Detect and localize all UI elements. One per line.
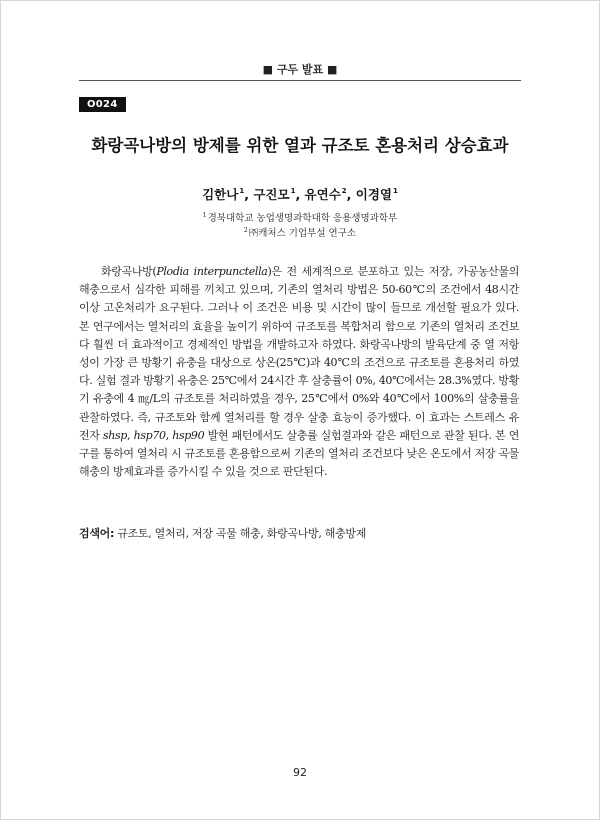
affiliation-mark: 1 (202, 212, 207, 219)
author-affiliation-mark: 1 (393, 187, 398, 195)
keywords-label: 검색어: (79, 527, 115, 540)
keywords-line (79, 525, 519, 541)
author-list (61, 185, 539, 203)
abstract-text: 화랑곡나방( (101, 265, 157, 278)
abstract-text: , (165, 428, 173, 442)
author-name: 김한나 (202, 187, 239, 202)
author-affiliation-mark: 2 (341, 187, 347, 195)
species-name: Plodia interpunctella (156, 265, 268, 278)
author-name: 이경열 (355, 187, 392, 202)
abstract-text: )은 전 세계적으로 분포하고 있는 저장, 가공농산물의 해충으로서 심각한 피해를 끼치고 있으며, 기존의 열처리 방법은 50-60℃의 조건에서 48시간 이상 고온처리가 요구된다. 그러나 이 조건은 비용 및 시간이 많이 들므로 개선할 필요가 있다. 본 연구에서는 열처리의 효율을 높이기 위하여 규조토를 복합처리 함으로 기존의 열처리 조건보다 훨씬 더 효과적이고 경제적인 방법을 개발하고자 하였다. 화랑곡나방의 발육단계 중 열 저항성이 가장 큰 방황기 유충을 대상으로 상온(25℃)과 40℃의 조건으로 규조토를 혼용처리 하였다. 실험 결과 방황기 유충은 25℃에서 24시간 후 살충률이 0%, 40℃에서는 28.3%였다. 방황기 유충에 4 ㎎/L의 규조토를 처리하였을 경우, 25℃에서 0%와 40℃에서 100%의 살충률을 관찰하였다. 즉, 규조토와 함께 열처리를 할 경우 살충 효능이 증가했다. 이 효과는 스트레스 유전자 (79, 265, 519, 442)
abstract-text: , (127, 428, 134, 442)
affiliation-text: 경북대학교 농업생명과학대학 응용생명과학부 (207, 213, 398, 224)
gene-name: hsp90 (172, 428, 205, 442)
author-affiliation-mark: 1 (239, 187, 245, 195)
author-name: 유연수 (304, 187, 341, 202)
affiliation-mark: 2 (243, 227, 248, 234)
page-number: 92 (293, 766, 307, 779)
author-affiliation-mark: 1 (290, 187, 296, 195)
paper-title: 화랑곡나방의 방제를 위한 열과 규조토 혼용처리 상승효과 (91, 136, 509, 155)
abstract-paragraph (79, 263, 519, 481)
affiliation-line (61, 225, 539, 239)
author-separator: , (295, 187, 305, 202)
gene-name: hsp70 (133, 428, 166, 442)
affiliation-text: ㈜캐처스 기업부설 연구소 (248, 228, 357, 239)
author-separator: , (346, 187, 356, 202)
abstract-text: 발현 패턴에서도 살충률 실험결과와 같은 패턴으로 관찰 된다. 본 연구를 통하여 열처리 시 규조토를 혼용함으로써 기존의 열처리 조건보다 낮은 온도에서 저장 곡물 해충의 방제효과를 증가시킬 수 있을 것으로 판단된다. (79, 428, 520, 479)
author-name: 구진모 (253, 187, 290, 202)
header-rule (79, 80, 521, 81)
gene-name: shsp (102, 428, 128, 442)
paper-code-badge: O024 (79, 97, 126, 112)
keywords-text: 규조토, 열처리, 저장 곡물 해충, 화랑곡나방, 해충방제 (114, 527, 367, 540)
section-header: ■ 구두 발표 ■ (262, 63, 338, 76)
affiliation-line (61, 210, 539, 224)
author-separator: , (244, 187, 254, 202)
